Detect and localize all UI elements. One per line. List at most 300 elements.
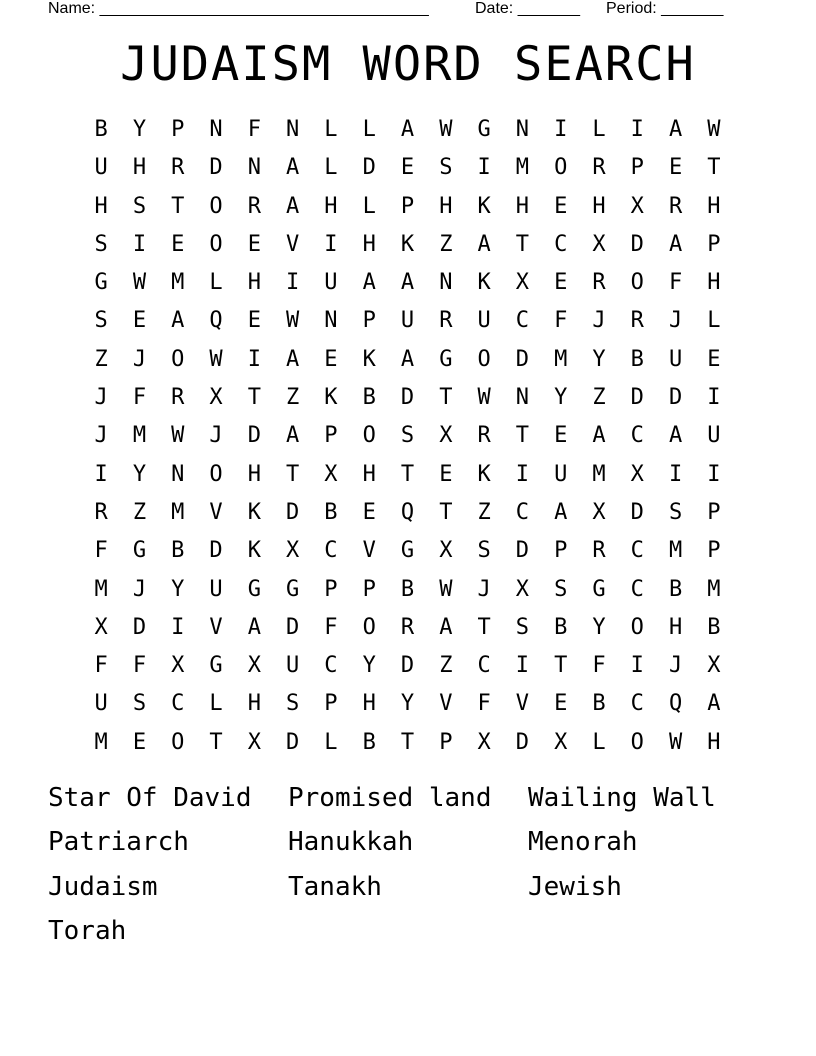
grid-letter[interactable]: K <box>247 538 261 564</box>
grid-letter[interactable]: X <box>94 614 108 640</box>
grid-letter[interactable]: Z <box>439 653 453 679</box>
grid-letter[interactable]: T <box>209 729 223 755</box>
grid-letter[interactable]: U <box>477 308 491 334</box>
grid-letter[interactable]: E <box>554 691 568 717</box>
grid-letter[interactable]: J <box>209 423 223 449</box>
grid-letter[interactable]: D <box>247 423 261 449</box>
grid-letter[interactable]: C <box>515 308 530 334</box>
grid-letter[interactable]: M <box>171 499 185 525</box>
grid-letter[interactable]: E <box>707 346 721 372</box>
grid-letter[interactable]: O <box>362 423 376 449</box>
grid-letter[interactable]: X <box>247 729 261 755</box>
grid-letter[interactable]: O <box>477 346 491 372</box>
grid-letter[interactable]: Y <box>592 614 606 640</box>
grid-letter[interactable]: R <box>171 385 185 411</box>
grid-letter[interactable]: L <box>324 155 338 181</box>
grid-letter[interactable]: M <box>592 461 606 487</box>
grid-letter[interactable]: D <box>286 729 300 755</box>
grid-letter[interactable]: K <box>477 193 491 219</box>
grid-letter[interactable]: X <box>324 461 338 487</box>
grid-letter[interactable]: P <box>400 193 415 219</box>
grid-letter[interactable]: E <box>400 155 415 181</box>
grid-letter[interactable]: T <box>286 461 300 487</box>
grid-letter[interactable]: K <box>477 461 491 487</box>
grid-letter[interactable]: S <box>515 614 530 640</box>
grid-letter[interactable]: H <box>707 729 721 755</box>
grid-letter[interactable]: D <box>286 614 300 640</box>
grid-letter[interactable]: X <box>630 461 644 487</box>
grid-letter[interactable]: J <box>668 308 683 334</box>
grid-letter[interactable]: F <box>247 117 261 142</box>
grid-letter[interactable]: T <box>554 653 568 679</box>
grid-letter[interactable]: S <box>132 691 147 717</box>
grid-letter[interactable]: S <box>554 576 568 602</box>
grid-letter[interactable]: U <box>707 423 721 449</box>
grid-letter[interactable]: O <box>630 729 644 755</box>
grid-letter[interactable]: C <box>554 231 568 257</box>
grid-letter[interactable]: J <box>132 346 147 372</box>
grid-letter[interactable]: Z <box>592 385 606 411</box>
grid-letter[interactable]: Y <box>592 346 606 372</box>
grid-letter[interactable]: U <box>209 576 223 602</box>
grid-letter[interactable]: E <box>247 308 261 334</box>
grid-letter[interactable]: F <box>324 614 338 640</box>
grid-letter[interactable]: X <box>286 538 300 564</box>
grid-letter[interactable]: D <box>668 385 683 411</box>
grid-letter[interactable]: I <box>668 461 683 487</box>
grid-letter[interactable]: F <box>94 653 108 679</box>
grid-letter[interactable]: I <box>630 653 644 679</box>
grid-letter[interactable]: R <box>94 499 108 525</box>
grid-letter[interactable]: G <box>209 653 223 679</box>
grid-letter[interactable]: Y <box>171 576 185 602</box>
grid-letter[interactable]: L <box>324 117 338 142</box>
grid-letter[interactable]: I <box>247 346 261 372</box>
grid-letter[interactable]: I <box>94 461 108 487</box>
grid-letter[interactable]: L <box>209 270 223 296</box>
grid-letter[interactable]: A <box>668 423 683 449</box>
grid-letter[interactable]: L <box>362 117 376 142</box>
grid-letter[interactable]: U <box>554 461 568 487</box>
grid-letter[interactable]: O <box>362 614 376 640</box>
grid-letter[interactable]: G <box>132 538 147 564</box>
grid-letter[interactable]: I <box>324 231 338 257</box>
grid-letter[interactable]: K <box>400 231 415 257</box>
grid-letter[interactable]: Z <box>439 231 453 257</box>
grid-letter[interactable]: K <box>324 385 338 411</box>
grid-letter[interactable]: R <box>400 614 415 640</box>
grid-letter[interactable]: I <box>707 385 721 411</box>
grid-letter[interactable]: T <box>515 231 530 257</box>
grid-letter[interactable]: L <box>209 691 223 717</box>
grid-letter[interactable]: J <box>94 385 108 411</box>
grid-letter[interactable]: T <box>400 461 415 487</box>
grid-letter[interactable]: S <box>668 499 683 525</box>
grid-letter[interactable]: T <box>477 614 491 640</box>
grid-row <box>82 111 733 149</box>
grid-letter[interactable]: I <box>515 653 530 679</box>
grid-letter[interactable]: G <box>477 117 491 142</box>
grid-letter[interactable]: W <box>171 423 185 449</box>
grid-letter[interactable]: W <box>439 117 453 142</box>
grid-letter[interactable]: T <box>439 385 453 411</box>
grid-letter[interactable]: P <box>324 576 338 602</box>
grid-letter[interactable]: A <box>286 193 300 219</box>
grid-letter[interactable]: U <box>94 155 108 181</box>
grid-letter[interactable]: S <box>132 193 147 219</box>
grid-letter[interactable]: S <box>94 308 108 334</box>
grid-letter[interactable]: K <box>362 346 376 372</box>
grid-letter[interactable]: U <box>400 308 415 334</box>
grid-letter[interactable]: F <box>554 308 568 334</box>
grid-letter[interactable]: H <box>439 193 453 219</box>
grid-letter[interactable]: R <box>630 308 644 334</box>
grid-letter[interactable]: R <box>477 423 491 449</box>
grid-letter[interactable]: N <box>286 117 300 142</box>
grid-letter[interactable]: Y <box>362 653 376 679</box>
grid-letter[interactable]: P <box>324 691 338 717</box>
grid-letter[interactable]: U <box>324 270 338 296</box>
grid-letter[interactable]: P <box>324 423 338 449</box>
grid-letter[interactable]: X <box>707 653 721 679</box>
grid-letter[interactable]: M <box>171 270 185 296</box>
grid-letter[interactable]: E <box>247 231 261 257</box>
grid-letter[interactable]: G <box>286 576 300 602</box>
grid-row <box>82 149 733 187</box>
word-bank-item: Menorah <box>528 827 638 858</box>
grid-letter[interactable]: S <box>400 423 415 449</box>
grid-letter[interactable]: W <box>439 576 453 602</box>
grid-letter[interactable]: D <box>515 729 530 755</box>
grid-letter[interactable]: T <box>515 423 530 449</box>
grid-letter[interactable]: X <box>171 653 185 679</box>
grid-letter[interactable]: L <box>592 117 606 142</box>
grid-letter[interactable]: N <box>439 270 453 296</box>
grid-letter[interactable]: H <box>515 193 530 219</box>
grid-letter[interactable]: R <box>439 308 453 334</box>
grid-letter[interactable]: C <box>515 499 530 525</box>
grid-letter[interactable]: O <box>630 614 644 640</box>
date-field[interactable]: Date: _______ <box>475 0 580 17</box>
grid-letter[interactable]: C <box>630 576 644 602</box>
grid-letter[interactable]: A <box>286 155 300 181</box>
page-title: JUDAISM WORD SEARCH <box>120 37 696 92</box>
grid-letter[interactable]: P <box>707 499 721 525</box>
grid-letter[interactable]: A <box>477 231 491 257</box>
grid-letter[interactable]: R <box>668 193 683 219</box>
grid-letter[interactable]: D <box>286 499 300 525</box>
grid-letter[interactable]: J <box>132 576 147 602</box>
grid-letter[interactable]: U <box>286 653 300 679</box>
grid-letter[interactable]: F <box>94 538 108 564</box>
grid-letter[interactable]: O <box>171 346 185 372</box>
grid-letter[interactable]: T <box>247 385 261 411</box>
grid-letter[interactable]: I <box>707 461 721 487</box>
grid-letter[interactable]: B <box>362 729 376 755</box>
grid-letter[interactable]: P <box>707 231 721 257</box>
grid-letter[interactable]: H <box>362 231 376 257</box>
grid-letter[interactable]: Y <box>132 117 147 142</box>
grid-letter[interactable]: M <box>94 729 108 755</box>
grid-letter[interactable]: D <box>209 155 223 181</box>
grid-letter[interactable]: I <box>554 117 568 142</box>
grid-letter[interactable]: B <box>592 691 606 717</box>
grid-letter[interactable]: O <box>171 729 185 755</box>
grid-letter[interactable]: E <box>554 193 568 219</box>
grid-letter[interactable]: Y <box>400 691 415 717</box>
grid-letter[interactable]: O <box>209 231 223 257</box>
grid-letter[interactable]: T <box>439 499 453 525</box>
grid-letter[interactable]: E <box>554 423 568 449</box>
grid-letter[interactable]: E <box>132 308 147 334</box>
grid-letter[interactable]: X <box>515 576 530 602</box>
grid-letter[interactable]: C <box>171 691 185 717</box>
grid-letter[interactable]: O <box>630 270 644 296</box>
grid-letter[interactable]: R <box>592 270 606 296</box>
grid-letter[interactable]: F <box>132 385 147 411</box>
grid-letter[interactable]: A <box>439 614 453 640</box>
grid-letter[interactable]: D <box>132 614 147 640</box>
grid-letter[interactable]: G <box>94 270 108 296</box>
grid-letter[interactable]: K <box>247 499 261 525</box>
grid-letter[interactable]: B <box>171 538 185 564</box>
grid-letter[interactable]: A <box>554 499 568 525</box>
grid-letter[interactable]: A <box>286 346 300 372</box>
grid-letter[interactable]: B <box>94 117 108 142</box>
grid-letter[interactable]: X <box>515 270 530 296</box>
grid-letter[interactable]: G <box>400 538 415 564</box>
grid-letter[interactable]: I <box>286 270 300 296</box>
grid-letter[interactable]: I <box>132 231 147 257</box>
grid-letter[interactable]: J <box>477 576 491 602</box>
grid-letter[interactable]: X <box>592 231 606 257</box>
grid-letter[interactable]: J <box>668 653 683 679</box>
grid-letter[interactable]: O <box>209 193 223 219</box>
grid-letter[interactable]: G <box>592 576 606 602</box>
grid-letter[interactable]: E <box>439 461 453 487</box>
grid-letter[interactable]: D <box>400 385 415 411</box>
grid-letter[interactable]: V <box>286 231 300 257</box>
grid-letter[interactable]: T <box>707 155 721 181</box>
grid-letter[interactable]: A <box>286 423 300 449</box>
grid-letter[interactable]: H <box>707 270 721 296</box>
grid-letter[interactable]: H <box>247 461 261 487</box>
grid-letter[interactable]: E <box>324 346 338 372</box>
grid-letter[interactable]: A <box>362 270 376 296</box>
grid-letter[interactable]: W <box>132 270 147 296</box>
grid-letter[interactable]: H <box>247 691 261 717</box>
grid-letter[interactable]: A <box>668 117 683 142</box>
grid-letter[interactable]: M <box>554 346 568 372</box>
grid-letter[interactable]: C <box>630 538 644 564</box>
grid-letter[interactable]: P <box>362 308 376 334</box>
grid-letter[interactable]: Q <box>209 308 223 334</box>
grid-letter[interactable]: F <box>477 691 491 717</box>
grid-letter[interactable]: M <box>668 538 683 564</box>
grid-letter[interactable]: A <box>247 614 261 640</box>
grid-letter[interactable]: F <box>592 653 606 679</box>
grid-letter[interactable]: B <box>707 614 721 640</box>
grid-letter[interactable]: X <box>247 653 261 679</box>
grid-letter[interactable]: Y <box>554 385 568 411</box>
grid-letter[interactable]: W <box>286 308 300 334</box>
name-field[interactable]: Name: _____________________________________ <box>48 0 429 17</box>
grid-letter[interactable]: H <box>247 270 261 296</box>
grid-letter[interactable]: O <box>554 155 568 181</box>
grid-letter[interactable]: D <box>630 231 644 257</box>
grid-letter[interactable]: H <box>132 155 147 181</box>
grid-letter[interactable]: H <box>707 193 721 219</box>
grid-letter[interactable]: P <box>362 576 376 602</box>
grid-row <box>82 724 733 762</box>
grid-letter[interactable]: X <box>477 729 491 755</box>
grid-letter[interactable]: P <box>630 155 644 181</box>
grid-letter[interactable]: W <box>477 385 491 411</box>
grid-letter[interactable]: N <box>324 308 338 334</box>
grid-letter[interactable]: P <box>554 538 568 564</box>
grid-letter[interactable]: A <box>707 691 721 717</box>
grid-letter[interactable]: B <box>668 576 683 602</box>
grid-letter[interactable]: B <box>554 614 568 640</box>
grid-letter[interactable]: C <box>477 653 491 679</box>
grid-letter[interactable]: L <box>324 729 338 755</box>
grid-letter[interactable]: S <box>439 155 453 181</box>
grid-letter[interactable]: S <box>477 538 491 564</box>
grid-letter[interactable]: S <box>286 691 300 717</box>
grid-letter[interactable]: B <box>630 346 644 372</box>
grid-letter[interactable]: H <box>668 614 683 640</box>
grid-letter[interactable]: Z <box>94 346 108 372</box>
grid-letter[interactable]: D <box>362 155 376 181</box>
grid-letter[interactable]: P <box>171 117 185 142</box>
grid-letter[interactable]: W <box>707 117 721 142</box>
grid-letter[interactable]: A <box>400 270 415 296</box>
grid-letter[interactable]: M <box>94 576 108 602</box>
grid-letter[interactable]: W <box>668 729 683 755</box>
grid-letter[interactable]: V <box>362 538 376 564</box>
grid-letter[interactable]: Q <box>668 691 683 717</box>
grid-letter[interactable]: V <box>209 499 223 525</box>
grid-letter[interactable]: D <box>630 385 644 411</box>
grid-letter[interactable]: V <box>439 691 453 717</box>
grid-letter[interactable]: C <box>324 538 338 564</box>
grid-letter[interactable]: B <box>400 576 415 602</box>
grid-letter[interactable]: V <box>515 691 530 717</box>
grid-letter[interactable]: Q <box>400 499 415 525</box>
grid-letter[interactable]: L <box>592 729 606 755</box>
grid-letter[interactable]: I <box>630 117 644 142</box>
grid-letter[interactable]: U <box>668 346 683 372</box>
grid-row <box>82 456 733 494</box>
grid-letter[interactable]: X <box>554 729 568 755</box>
grid-letter[interactable]: H <box>592 193 606 219</box>
grid-letter[interactable]: Z <box>286 385 300 411</box>
grid-letter[interactable]: D <box>515 538 530 564</box>
grid-letter[interactable]: A <box>400 117 415 142</box>
grid-letter[interactable]: R <box>247 193 261 219</box>
grid-letter[interactable]: V <box>209 614 223 640</box>
grid-row <box>82 264 733 302</box>
grid-letter[interactable]: X <box>630 193 644 219</box>
grid-letter[interactable]: A <box>400 346 415 372</box>
grid-letter[interactable]: R <box>592 155 606 181</box>
grid-letter[interactable]: H <box>324 193 338 219</box>
grid-letter[interactable]: C <box>630 423 644 449</box>
grid-letter[interactable]: F <box>132 653 147 679</box>
grid-letter[interactable]: U <box>94 691 108 717</box>
grid-letter[interactable]: I <box>477 155 491 181</box>
word-bank-item: Star Of David <box>48 783 252 813</box>
grid-letter[interactable]: A <box>171 308 185 334</box>
grid-letter[interactable]: D <box>630 499 644 525</box>
grid-letter[interactable]: L <box>362 193 376 219</box>
grid-letter[interactable]: W <box>209 346 223 372</box>
grid-letter[interactable]: X <box>439 538 453 564</box>
grid-letter[interactable]: E <box>171 231 185 257</box>
grid-letter[interactable]: N <box>515 385 530 411</box>
grid-letter[interactable]: B <box>362 385 376 411</box>
grid-letter[interactable]: Y <box>132 461 147 487</box>
grid-letter[interactable]: Z <box>477 499 491 525</box>
grid-letter[interactable]: J <box>94 423 108 449</box>
grid-letter[interactable]: R <box>171 155 185 181</box>
grid-letter[interactable]: E <box>554 270 568 296</box>
grid-letter[interactable]: H <box>94 193 108 219</box>
grid-letter[interactable]: B <box>324 499 338 525</box>
grid-letter[interactable]: Z <box>132 499 147 525</box>
grid-letter[interactable]: D <box>400 653 415 679</box>
grid-letter[interactable]: M <box>515 155 530 181</box>
grid-letter[interactable]: N <box>515 117 530 142</box>
grid-letter[interactable]: I <box>515 461 530 487</box>
grid-letter[interactable]: R <box>592 538 606 564</box>
grid-letter[interactable]: X <box>592 499 606 525</box>
grid-letter[interactable]: N <box>209 117 223 142</box>
grid-letter[interactable]: C <box>324 653 338 679</box>
grid-letter[interactable]: O <box>209 461 223 487</box>
grid-letter[interactable]: T <box>400 729 415 755</box>
grid-letter[interactable]: P <box>707 538 721 564</box>
grid-letter[interactable]: J <box>592 308 606 334</box>
grid-letter[interactable]: D <box>515 346 530 372</box>
grid-letter[interactable]: F <box>668 270 683 296</box>
grid-letter[interactable]: D <box>209 538 223 564</box>
grid-letter[interactable]: H <box>362 691 376 717</box>
grid-letter[interactable]: E <box>668 155 683 181</box>
grid-letter[interactable]: X <box>209 385 223 411</box>
period-field[interactable]: Period: _______ <box>606 0 724 17</box>
grid-letter[interactable]: G <box>247 576 261 602</box>
grid-letter[interactable]: H <box>362 461 376 487</box>
grid-letter[interactable]: E <box>362 499 376 525</box>
grid-letter[interactable]: T <box>171 193 185 219</box>
grid-letter[interactable]: C <box>630 691 644 717</box>
grid-letter[interactable]: N <box>247 155 261 181</box>
grid-letter[interactable]: I <box>171 614 185 640</box>
grid-letter[interactable]: M <box>132 423 147 449</box>
grid-letter[interactable]: A <box>592 423 606 449</box>
grid-letter[interactable]: E <box>132 729 147 755</box>
grid-letter[interactable]: M <box>707 576 721 602</box>
grid-letter[interactable]: A <box>668 231 683 257</box>
grid-letter[interactable]: L <box>707 308 721 334</box>
grid-letter[interactable]: G <box>439 346 453 372</box>
grid-letter[interactable]: S <box>94 231 108 257</box>
grid-letter[interactable]: P <box>439 729 453 755</box>
grid-letter[interactable]: N <box>171 461 185 487</box>
grid-letter[interactable]: X <box>439 423 453 449</box>
grid-letter[interactable]: K <box>477 270 491 296</box>
